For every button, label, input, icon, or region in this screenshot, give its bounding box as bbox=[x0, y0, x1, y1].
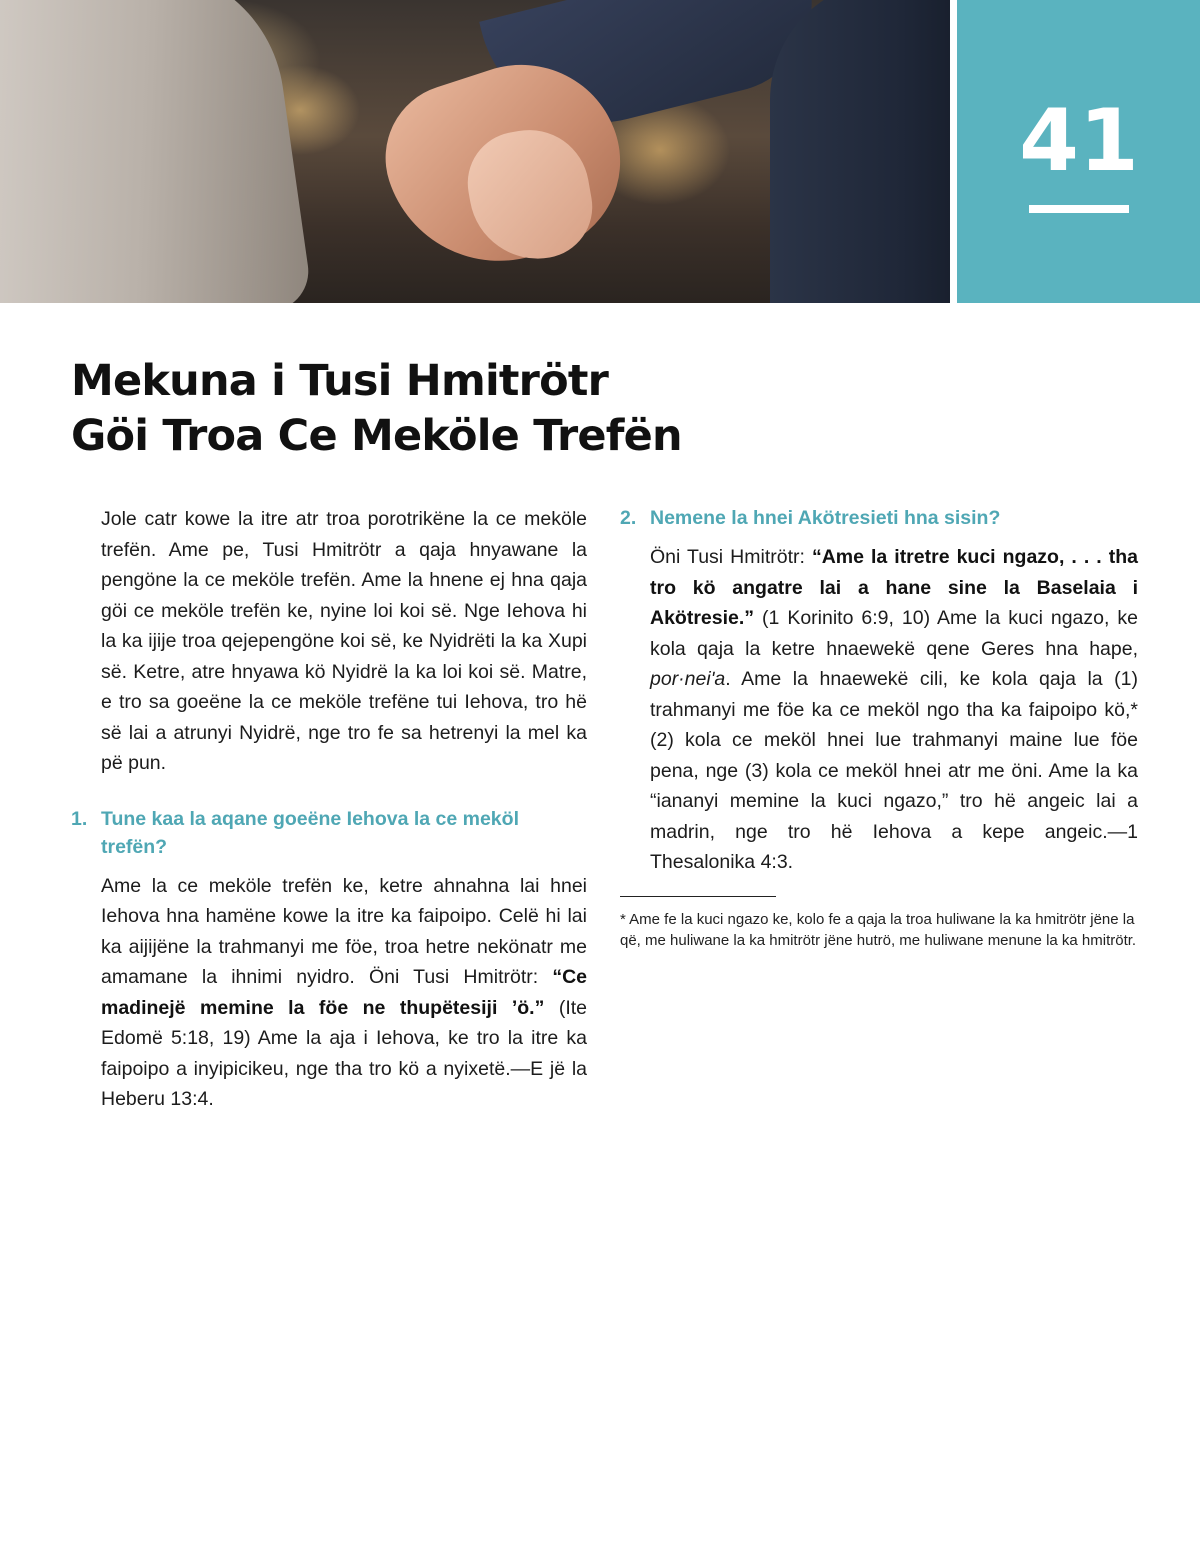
question-2-text: Nemene la hnei Akötresieti hna sisin? bbox=[650, 507, 1001, 529]
footnote-marker[interactable]: * bbox=[1130, 698, 1138, 721]
left-sleeve-shape bbox=[0, 0, 313, 303]
title-line-1: Mekuna i Tusi Hmitrötr bbox=[71, 356, 608, 406]
page-title bbox=[71, 354, 891, 464]
title-line-2: Göi Troa Ce Meköle Trefën bbox=[71, 411, 682, 461]
right-column bbox=[620, 504, 1138, 952]
footnote-divider bbox=[620, 896, 776, 897]
question-1-heading bbox=[71, 805, 587, 861]
answer-2-text-before: Öni Tusi Hmitrötr: bbox=[650, 546, 812, 568]
lesson-number: 41 bbox=[1019, 91, 1139, 191]
question-1-text: Tune kaa la aqane goeëne Iehova la ce meköl trefën? bbox=[101, 807, 519, 858]
answer-1-paragraph bbox=[71, 871, 587, 1115]
question-1-number: 1. bbox=[71, 807, 88, 830]
lesson-number-badge bbox=[957, 0, 1200, 303]
answer-2-text-mid-2: . Ame la hnaewekë cili, ke kola qaja la (1) trahmanyi me föe ka ce meköl ngo tha ka faipoipo kö, bbox=[650, 668, 1138, 721]
question-2-number: 2. bbox=[620, 507, 637, 529]
right-sleeve-shape bbox=[770, 0, 950, 303]
header-photo bbox=[0, 0, 950, 303]
answer-2-text-mid-1: (1 Korinito 6:9, 10) Ame la kuci ngazo, ke kola qaja la ketre hnaewekë qene Geres hna hape, bbox=[650, 607, 1138, 660]
intro-paragraph: Jole catr kowe la itre atr troa porotrikëne la ce meköle trefën. Ame pe, Tusi Hmitrötr a qaja hnyawane la pengöne la ce meköle trefën. Ame la hnene ej hna qaja göi ce meköle trefën ke, nyine loi koi së. Nge Iehova hi la ka ijije troa qejepengöne koi së, ke Nyidrëti la ka Xupi së. Ketre, atre hnyawa kö Nyidrë la ka loi koi së. Matre, e tro sa goeëne la ce meköle trefëne tui Iehova, tro hë së lai a atrunyi Nyidrë, nge tro fe sa hetrenyi la mel ka pë pun. bbox=[101, 508, 587, 774]
answer-2-text-after: (2) kola ce meköl hnei lue trahmanyi maine lue föe pena, nge (3) kola ce meköl hnei atr me öni. Ame la ka “iananyi memine la kuci ngazo,” tro hë angeic lai a madrin, nge tro hë Iehova a kepe angeic.—1 Thesalonika 4:3. bbox=[650, 729, 1138, 873]
greek-term: por·neiʹa bbox=[650, 668, 726, 690]
answer-2-paragraph bbox=[620, 542, 1138, 878]
answer-1-quote: “Ce madinejë memine la föe ne thupëtesiji ’ö.” bbox=[101, 966, 587, 1019]
answer-1-text-before: Ame la ce meköle trefën ke, ketre ahnahna lai hnei Iehova hna hamëne kowe la itre ka faipoipo. Celë hi lai ka aijijëne la trahmanyi me föe, troa hetre nekönatr me amamane la ihnimi nyidro. Öni Tusi Hmitrötr: bbox=[101, 874, 587, 988]
answer-1-text-after: (Ite Edomë 5:18, 19) Ame la aja i Iehova, ke tro la itre ka faipoipo a inyipicikeu, nge tha tro kö a nyixetë.—E jë la Heberu 13:4. bbox=[101, 996, 588, 1110]
question-2-heading bbox=[620, 504, 1138, 532]
footnote-text: * Ame fe la kuci ngazo ke, kolo fe a qaja la troa huliwane la ka hmitrötr jëne la që, me huliwane la ka hmitrötr jëne hutrö, me huliwane menune la ka hmitrötr. bbox=[620, 910, 1137, 949]
left-column bbox=[71, 504, 587, 1115]
badge-underline bbox=[1029, 205, 1129, 213]
answer-2-quote: “Ame la itretre kuci ngazo, . . . tha tro kö angatre lai a hane sine la Baselaia i Akötresie.” bbox=[650, 546, 1138, 629]
